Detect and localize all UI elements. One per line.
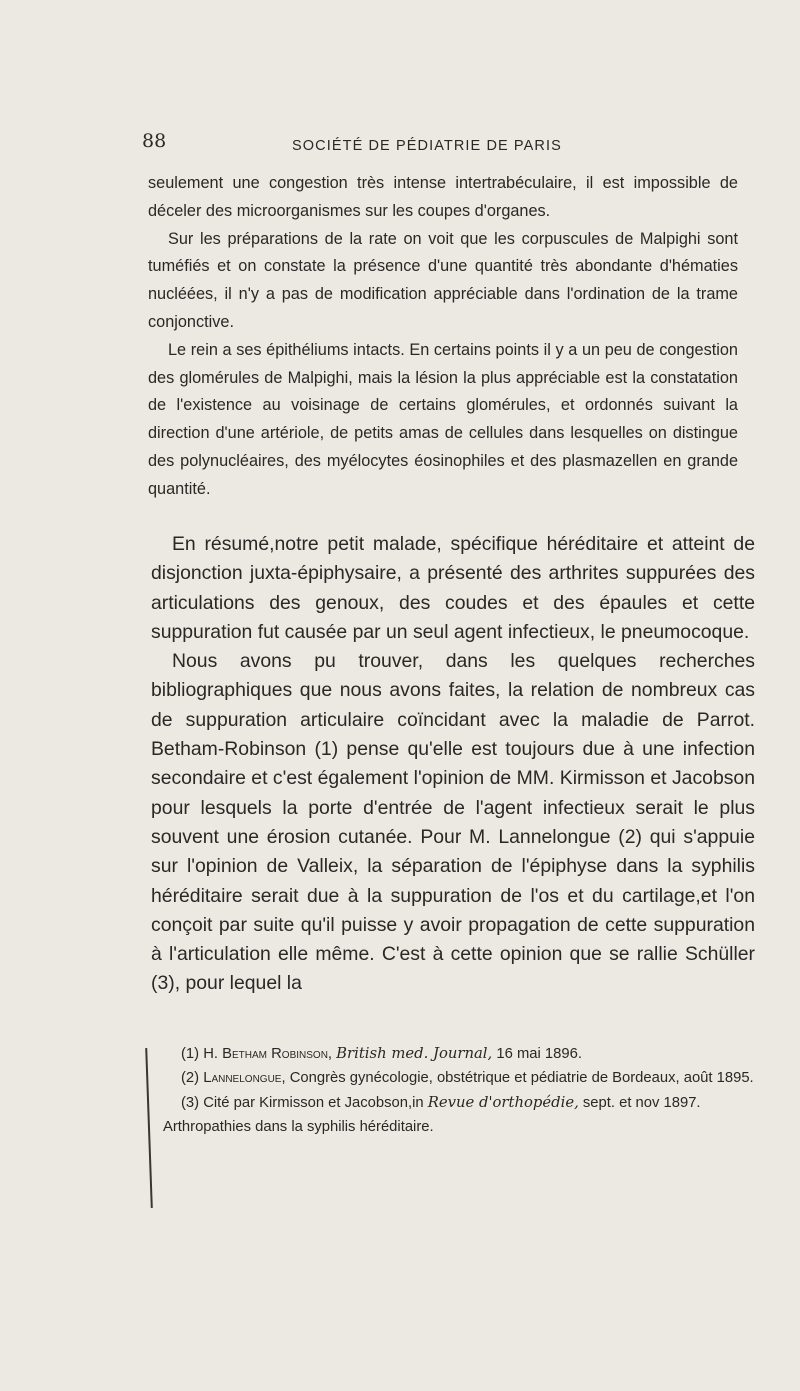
main-paragraph-1: En résumé,notre petit malade, spécifique héréditaire et atteint de disjonction juxta-épiphysaire, a présenté des arthrites suppurées des articulations des genoux, des coudes et des épaules et cette suppuration fut causée par un seul agent infectieux, le pneumocoque.: [151, 533, 755, 643]
footnote-1-author: Betham Robinson,: [222, 1046, 333, 1062]
small-paragraph-2: Sur les préparations de la rate on voit que les corpuscules de Malpighi sont tuméfiés et on constate la présence d'une quantité très abondante d'hématies nucléées, il n'y a pas de modification appréciable dans l'ordination de la trame conjonctive.: [148, 229, 738, 331]
footnote-3-journal: Revue d'orthopédie,: [427, 1093, 579, 1111]
main-paragraph-2: Nous avons pu trouver, dans les quelques recherches bibliographiques que nous avons faites, la relation de nombreux cas de suppuration articulaire coïncidant avec la maladie de Parrot. Betham-Robinson (1) pense qu'elle est toujours due à une infection secondaire et c'est également l'opinion de MM. Kirmisson et Jacobson pour lesquels la porte d'entrée de l'agent infectieux serait le plus souvent une érosion cutanée. Pour M. Lannelongue (2) qui s'appuie sur l'opinion de Valleix, la séparation de l'épiphyse dans la syphilis héréditaire serait due à la suppuration de l'os et du cartilage,et l'on conçoit par suite qu'il puisse y avoir propagation de cette suppuration à l'articulation elle même. C'est à cette opinion que se rallie Schüller (3), pour lequel la: [151, 650, 755, 995]
page-number: 88: [142, 130, 167, 152]
running-title: SOCIÉTÉ DE PÉDIATRIE DE PARIS: [292, 138, 562, 154]
small-paragraph-1: seulement une congestion très intense intertrabéculaire, il est impossible de déceler des microorganismes sur les coupes d'organes.: [148, 174, 738, 220]
footnote-1-marker: (1) H.: [181, 1046, 218, 1062]
footnote-2-author: Lannelongue,: [203, 1070, 286, 1087]
footnote-2-marker: (2): [181, 1070, 200, 1087]
footnote-3-rest: sept. et nov 1897. Arthropathies dans la syphilis héréditaire.: [163, 1094, 701, 1135]
main-text-section: [151, 530, 755, 999]
small-paragraph-3: Le rein a ses épithéliums intacts. En certains points il y a un peu de congestion des glomérules de Malpighi, mais la lésion la plus appréciable est la constatation de l'existence au voisinage de certains glomérules, et ordonnés suivant la direction d'une artériole, de petits amas de cellules dans lesquelles on distingue des polynucléaires, des myélocytes éosinophiles et des plasmazellen en grande quantité.: [148, 340, 738, 498]
footnote-3: [163, 1091, 763, 1140]
footnote-2: [163, 1066, 763, 1090]
footnote-1-rest: 16 mai 1896.: [496, 1046, 582, 1062]
footnote-2-rest: Congrès gynécologie, obstétrique et pédiatrie de Bordeaux, août 1895.: [289, 1070, 754, 1087]
footnotes: [163, 1042, 763, 1139]
footnote-3-prefix: (3) Cité par Kirmisson et Jacobson,in: [181, 1094, 424, 1111]
footnote-margin-line: [145, 1048, 153, 1208]
footnote-1-journal: British med. Journal,: [336, 1045, 493, 1062]
small-print-section: [148, 170, 738, 504]
footnote-1: [163, 1042, 763, 1066]
